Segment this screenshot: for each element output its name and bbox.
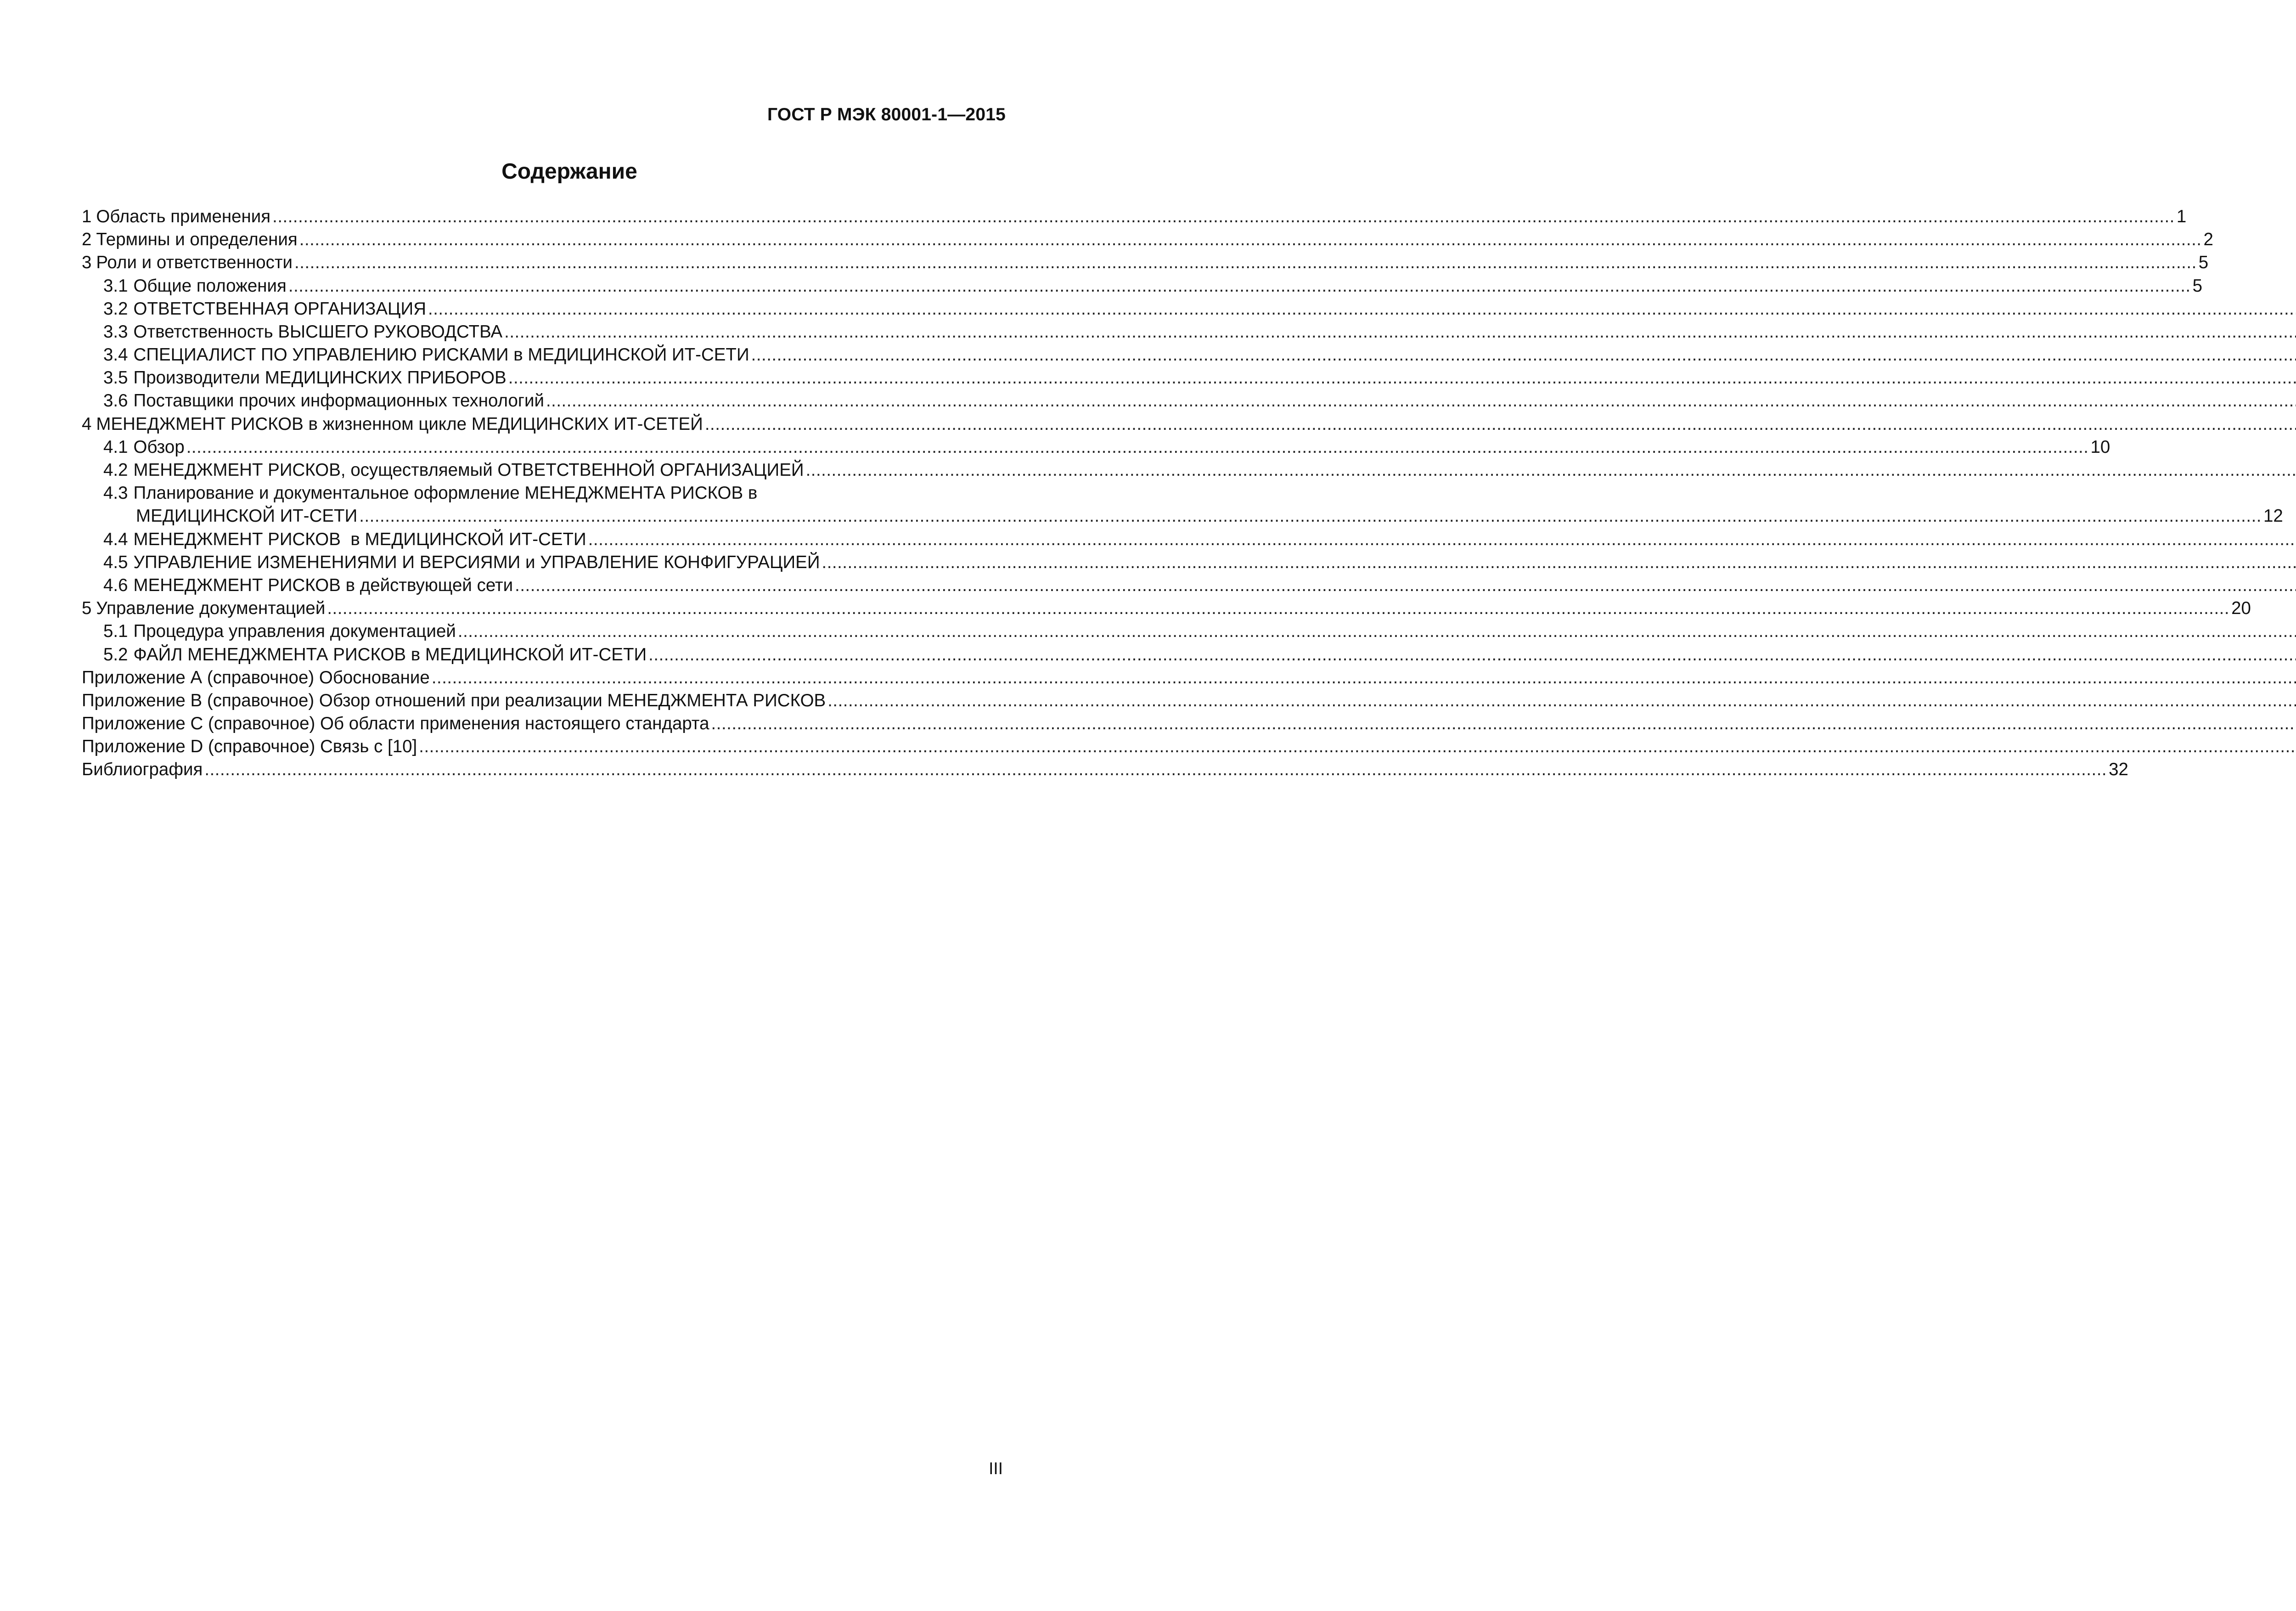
toc-subentry[interactable] xyxy=(82,574,1009,597)
toc-entry-page: 12 xyxy=(2263,506,2283,526)
toc-subentry[interactable] xyxy=(82,436,2110,459)
toc-entry-number: 4.1 xyxy=(103,437,128,457)
dot-leader xyxy=(751,344,2296,366)
toc-entry-label: Библиография xyxy=(82,760,203,780)
toc-entry-number: 3.1 xyxy=(103,276,128,296)
toc-entry-label: Роли и ответственности xyxy=(96,253,293,273)
toc-entry-label: СПЕЦИАЛИСТ ПО УПРАВЛЕНИЮ РИСКАМИ в МЕДИЦИНСКОЙ ИТ-СЕТИ xyxy=(133,345,749,365)
dot-leader xyxy=(588,528,2296,551)
toc-entry-number: 4 xyxy=(82,414,92,434)
toc-entry[interactable] xyxy=(82,228,2213,251)
toc-entry-label: ФАЙЛ МЕНЕДЖМЕНТА РИСКОВ в МЕДИЦИНСКОЙ ИТ-СЕТИ xyxy=(133,644,647,665)
toc-entry-number: 3.5 xyxy=(103,368,128,388)
dot-leader xyxy=(327,597,2229,620)
toc-subentry-continuation[interactable] xyxy=(82,505,2283,528)
toc-entry-label: Приложение В (справочное) Обзор отношений при реализации МЕНЕДЖМЕНТА РИСКОВ xyxy=(82,690,826,710)
toc-appendix-entry[interactable] xyxy=(82,689,1009,712)
dot-leader xyxy=(204,758,2107,781)
toc-entry-label: Процедура управления документацией xyxy=(133,621,456,642)
toc-appendix-entry[interactable] xyxy=(82,666,1009,689)
dot-leader xyxy=(546,389,2296,412)
toc-entry-label-continuation: МЕДИЦИНСКОЙ ИТ-СЕТИ xyxy=(136,506,358,526)
dot-leader xyxy=(272,205,2175,228)
toc-subentry[interactable] xyxy=(82,643,1009,666)
toc-entry[interactable] xyxy=(82,413,1009,436)
toc-entry-label: МЕНЕДЖМЕНТ РИСКОВ в действующей сети xyxy=(133,575,513,595)
toc-entry-label: Управление документацией xyxy=(96,598,326,619)
toc-entry-label: Ответственность ВЫСШЕГО РУКОВОДСТВА xyxy=(133,321,503,342)
toc-entry-label: Приложение С (справочное) Об области применения настоящего стандарта xyxy=(82,714,709,734)
dot-leader xyxy=(822,551,2296,574)
toc-entry-label: УПРАВЛЕНИЕ ИЗМЕНЕНИЯМИ И ВЕРСИЯМИ и УПРАВЛЕНИЕ КОНФИГУРАЦИЕЙ xyxy=(133,552,820,572)
toc-entry-page: 5 xyxy=(2198,253,2209,273)
toc-subentry[interactable] xyxy=(82,275,2203,298)
dot-leader xyxy=(458,620,2296,643)
toc-entry-number: 4.6 xyxy=(103,575,128,595)
toc-subentry[interactable] xyxy=(82,482,1009,505)
toc-subentry[interactable] xyxy=(82,321,1009,344)
toc-entry-label: МЕНЕДЖМЕНТ РИСКОВ, осуществляемый ОТВЕТСТВЕННОЙ ОРГАНИЗАЦИЕЙ xyxy=(133,460,804,480)
toc-entry[interactable] xyxy=(82,205,2187,228)
toc-entry-number: 3.3 xyxy=(103,321,128,342)
toc-entry[interactable] xyxy=(82,251,2209,274)
dot-leader xyxy=(419,735,2296,758)
toc-entry-label: МЕНЕДЖМЕНТ РИСКОВ в МЕДИЦИНСКОЙ ИТ-СЕТИ xyxy=(133,529,586,549)
toc-entry-number: 4.4 xyxy=(103,529,128,549)
toc-subentry[interactable] xyxy=(82,551,1009,574)
dot-leader xyxy=(504,321,2296,344)
toc-entry-number: 2 xyxy=(82,230,92,250)
toc-entry-number: 1 xyxy=(82,206,92,226)
toc-subentry[interactable] xyxy=(82,528,1009,551)
toc-entry-label: Термины и определения xyxy=(96,230,298,250)
dot-leader xyxy=(806,459,2296,482)
toc-entry-number: 4.3 xyxy=(103,483,128,503)
toc-entry-page: 10 xyxy=(2090,437,2110,457)
toc-entry-number: 3.4 xyxy=(103,345,128,365)
toc-entry[interactable] xyxy=(82,597,2251,620)
dot-leader xyxy=(294,251,2197,274)
dot-leader xyxy=(359,505,2262,528)
dot-leader xyxy=(705,413,2296,436)
toc-entry-label: Производители МЕДИЦИНСКИХ ПРИБОРОВ xyxy=(133,368,506,388)
toc-title: Содержание xyxy=(501,159,637,184)
toc-entry-label: МЕНЕДЖМЕНТ РИСКОВ в жизненном цикле МЕДИЦИНСКИХ ИТ-СЕТЕЙ xyxy=(96,414,703,434)
toc-entry-page: 20 xyxy=(2231,598,2251,619)
toc-subentry[interactable] xyxy=(82,366,1009,389)
toc-entry-label: Приложение D (справочное) Связь с [10] xyxy=(82,737,417,757)
toc-entry-label: ОТВЕТСТВЕННАЯ ОРГАНИЗАЦИЯ xyxy=(133,299,426,319)
toc-subentry[interactable] xyxy=(82,459,1009,482)
dot-leader xyxy=(508,366,2296,389)
toc-appendix-entry[interactable] xyxy=(82,735,1009,758)
toc-entry-number: 5.1 xyxy=(103,621,128,642)
table-of-contents xyxy=(82,205,2283,782)
dot-leader xyxy=(288,275,2191,298)
toc-entry-number: 5 xyxy=(82,598,92,619)
toc-subentry[interactable] xyxy=(82,390,1009,413)
toc-subentry[interactable] xyxy=(82,298,1009,321)
toc-entry-label: Приложение А (справочное) Обоснование xyxy=(82,667,430,687)
toc-entry-page: 2 xyxy=(2203,230,2213,250)
toc-subentry[interactable] xyxy=(82,620,1009,643)
toc-entry-number: 3.6 xyxy=(103,391,128,411)
toc-entry-number: 3 xyxy=(82,253,92,273)
toc-entry-label: Обзор xyxy=(133,437,185,457)
dot-leader xyxy=(432,666,2296,689)
document-designation: ГОСТ Р МЭК 80001-1—2015 xyxy=(767,105,1006,124)
toc-entry-number: 4.2 xyxy=(103,460,128,480)
dot-leader xyxy=(711,712,2296,735)
dot-leader xyxy=(648,643,2296,666)
toc-entry-label: Область применения xyxy=(96,206,271,226)
dot-leader xyxy=(428,298,2296,321)
toc-entry-page: 5 xyxy=(2192,276,2203,296)
toc-bibliography-entry[interactable] xyxy=(82,759,2128,782)
toc-appendix-entry[interactable] xyxy=(82,712,1009,735)
toc-entry-number: 3.2 xyxy=(103,299,128,319)
toc-entry-number: 5.2 xyxy=(103,644,128,665)
toc-entry-page: 32 xyxy=(2109,760,2128,780)
dot-leader xyxy=(299,228,2202,251)
toc-subentry[interactable] xyxy=(82,344,1009,366)
dot-leader xyxy=(827,689,2296,712)
dot-leader xyxy=(515,574,2296,597)
toc-entry-page: 1 xyxy=(2176,206,2187,226)
toc-entry-number: 4.5 xyxy=(103,552,128,572)
dot-leader xyxy=(186,436,2089,459)
toc-entry-label: Общие положения xyxy=(133,276,287,296)
page-number: III xyxy=(989,1459,1003,1478)
toc-entry-label: Поставщики прочих информационных технологий xyxy=(133,391,544,411)
toc-entry-label: Планирование и документальное оформление МЕНЕДЖМЕНТА РИСКОВ в xyxy=(133,483,758,503)
